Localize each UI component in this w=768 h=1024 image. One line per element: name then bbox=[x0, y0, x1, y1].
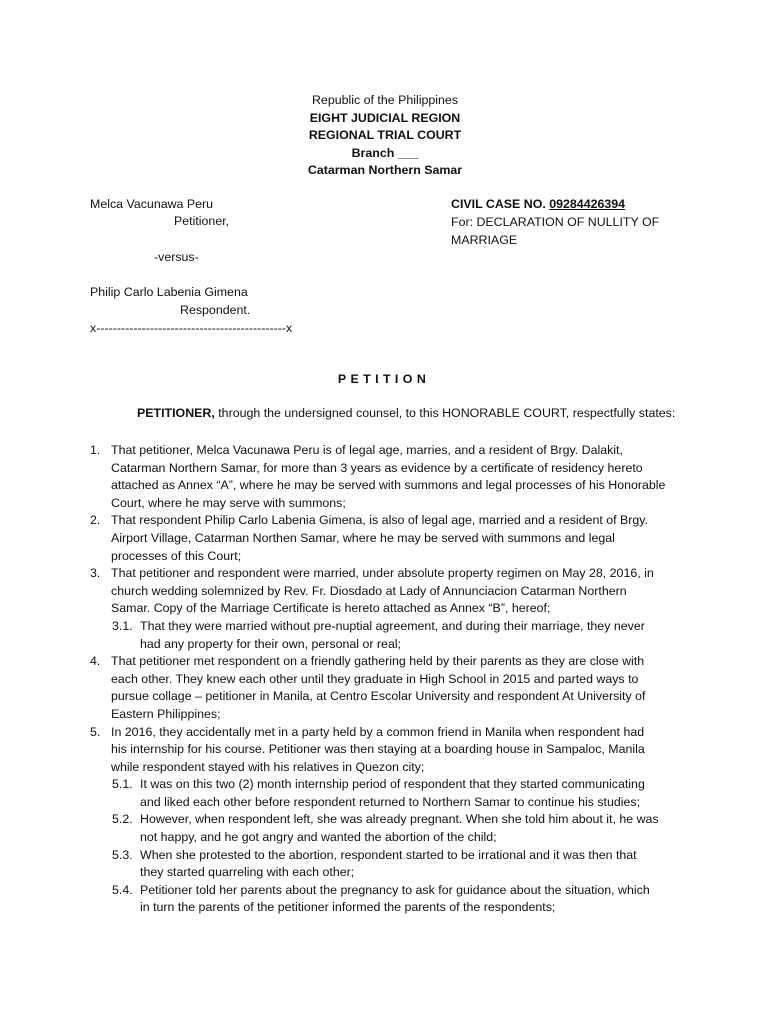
allegation-number: 5. bbox=[90, 724, 101, 739]
allegation bbox=[90, 653, 690, 723]
header-republic: Republic of the Philippines bbox=[311, 93, 459, 107]
allegation-line: church wedding solemnized by Rev. Fr. Diosdado at Lady of Annunciacion Catarman Northern bbox=[111, 583, 627, 598]
intro-petitioner: PETITIONER, bbox=[137, 406, 215, 420]
case-number-line bbox=[451, 196, 625, 214]
allegation-number: 3. bbox=[90, 566, 101, 581]
allegation-line: processes of this Court; bbox=[111, 548, 242, 563]
allegation-line: not happy, and he got angry and wanted the abortion of the child; bbox=[140, 830, 497, 845]
allegation-line: That respondent Philip Carlo Labenia Gimena, is also of legal age, married and a resident of Brgy. bbox=[111, 513, 649, 528]
intro-text: through the undersigned counsel, to this HONORABLE COURT, respectfully states: bbox=[214, 406, 676, 420]
allegation-line: That petitioner and respondent were married, under absolute property regimen on May 28, 2016, in bbox=[111, 566, 654, 581]
intro-paragraph bbox=[137, 405, 675, 423]
allegation-line: That petitioner, Melca Vacunawa Peru is of legal age, marries, and a resident of Brgy. Dalakit, bbox=[111, 443, 623, 457]
allegation-line: while respondent stayed with his relatives in Quezon city; bbox=[111, 759, 425, 774]
allegation-line: However, when respondent left, she was already pregnant. When she told him about it, he was bbox=[140, 812, 659, 827]
respondent-name: Philip Carlo Labenia Gimena bbox=[90, 285, 248, 299]
allegation bbox=[90, 442, 690, 512]
allegation-line: attached as Annex “A”, where he may be served with summons and legal processes of his Honorable bbox=[111, 478, 666, 493]
caption-separator: x----------------------------------------------x bbox=[90, 321, 293, 335]
allegation-number: 4. bbox=[90, 654, 101, 669]
allegation-line: Catarman Northern Samar, for more than 3 years as evidence by a certificate of residency hereto bbox=[111, 460, 643, 475]
case-for-line-2: MARRIAGE bbox=[451, 233, 518, 247]
header-location: Catarman Northern Samar bbox=[307, 163, 463, 178]
allegation-line: each other. They knew each other until they graduate in High School in 2015 and parted ways to bbox=[111, 671, 639, 686]
allegation-line: In 2016, they accidentally met in a party held by a common friend in Manila when respondent had bbox=[111, 724, 645, 739]
sub-allegation bbox=[90, 776, 690, 811]
petition-title: PETITION bbox=[337, 372, 431, 386]
case-number: 09284426394 bbox=[549, 197, 626, 211]
sub-allegation bbox=[90, 811, 690, 846]
header-branch: Branch ___ bbox=[351, 145, 419, 160]
sub-allegation bbox=[90, 847, 690, 882]
allegation-line: pursue collage – petitioner in Manila, at Centro Escolar University and respondent At University of bbox=[111, 689, 646, 704]
allegation-number: 5.2. bbox=[112, 812, 133, 827]
allegation-line: Airport Village, Catarman Northen Samar, where he may be served with summons and legal bbox=[111, 530, 615, 545]
respondent-role: Respondent. bbox=[180, 303, 251, 317]
allegation-line: Samar. Copy of the Marriage Certificate is hereto attached as Annex “B”, hereof; bbox=[111, 601, 551, 616]
allegation bbox=[90, 565, 690, 618]
versus-label: -versus- bbox=[154, 250, 199, 264]
allegation-line: had any property for their own, personal or real; bbox=[140, 636, 402, 651]
header-court: REGIONAL TRIAL COURT bbox=[308, 128, 462, 143]
allegation-line: in turn the parents of the petitioner informed the parents of the respondents; bbox=[140, 900, 556, 915]
petitioner-role: Petitioner, bbox=[174, 214, 230, 228]
allegation-line: That petitioner met respondent on a friendly gathering held by their parents as they are close with bbox=[111, 654, 645, 669]
allegation-line: That they were married without pre-nuptial agreement, and during their marriage, they never bbox=[140, 618, 645, 633]
allegation-number: 2. bbox=[90, 513, 101, 528]
case-label: CIVIL CASE NO. bbox=[451, 197, 550, 211]
allegation-line: Eastern Philippines; bbox=[111, 706, 221, 721]
allegation bbox=[90, 512, 690, 565]
allegation-line: and liked each other before respondent returned to Northern Samar to continue his studies; bbox=[140, 794, 641, 809]
allegation-number: 3.1. bbox=[112, 618, 133, 633]
allegation-line: his internship for his course. Petitioner was then staying at a boarding house in Sampaloc, Manila bbox=[111, 742, 645, 757]
allegation-number: 5.1. bbox=[112, 777, 133, 792]
petitioner-name: Melca Vacunawa Peru bbox=[90, 197, 214, 211]
allegation-number: 5.4. bbox=[112, 882, 133, 897]
allegation-line: It was on this two (2) month internship period of respondent that they started communicating bbox=[140, 777, 645, 792]
sub-allegation bbox=[90, 618, 690, 653]
allegation bbox=[90, 724, 690, 777]
header-region: EIGHT JUDICIAL REGION bbox=[309, 110, 461, 125]
allegation-line: Court, where he may serve with summons; bbox=[111, 495, 346, 510]
allegation-number: 5.3. bbox=[112, 847, 133, 862]
allegation-line: they started quarreling with each other; bbox=[140, 865, 355, 880]
allegation-number: 1. bbox=[90, 443, 101, 457]
case-for-line-1: For: DECLARATION OF NULLITY OF bbox=[451, 215, 660, 229]
allegation-line: When she protested to the abortion, respondent started to be irrational and it was then that bbox=[140, 847, 637, 862]
petition-allegations bbox=[90, 442, 690, 917]
sub-allegation bbox=[90, 882, 690, 917]
court-header bbox=[240, 92, 530, 180]
allegation-line: Petitioner told her parents about the pregnancy to ask for guidance about the situation, which bbox=[140, 882, 650, 897]
